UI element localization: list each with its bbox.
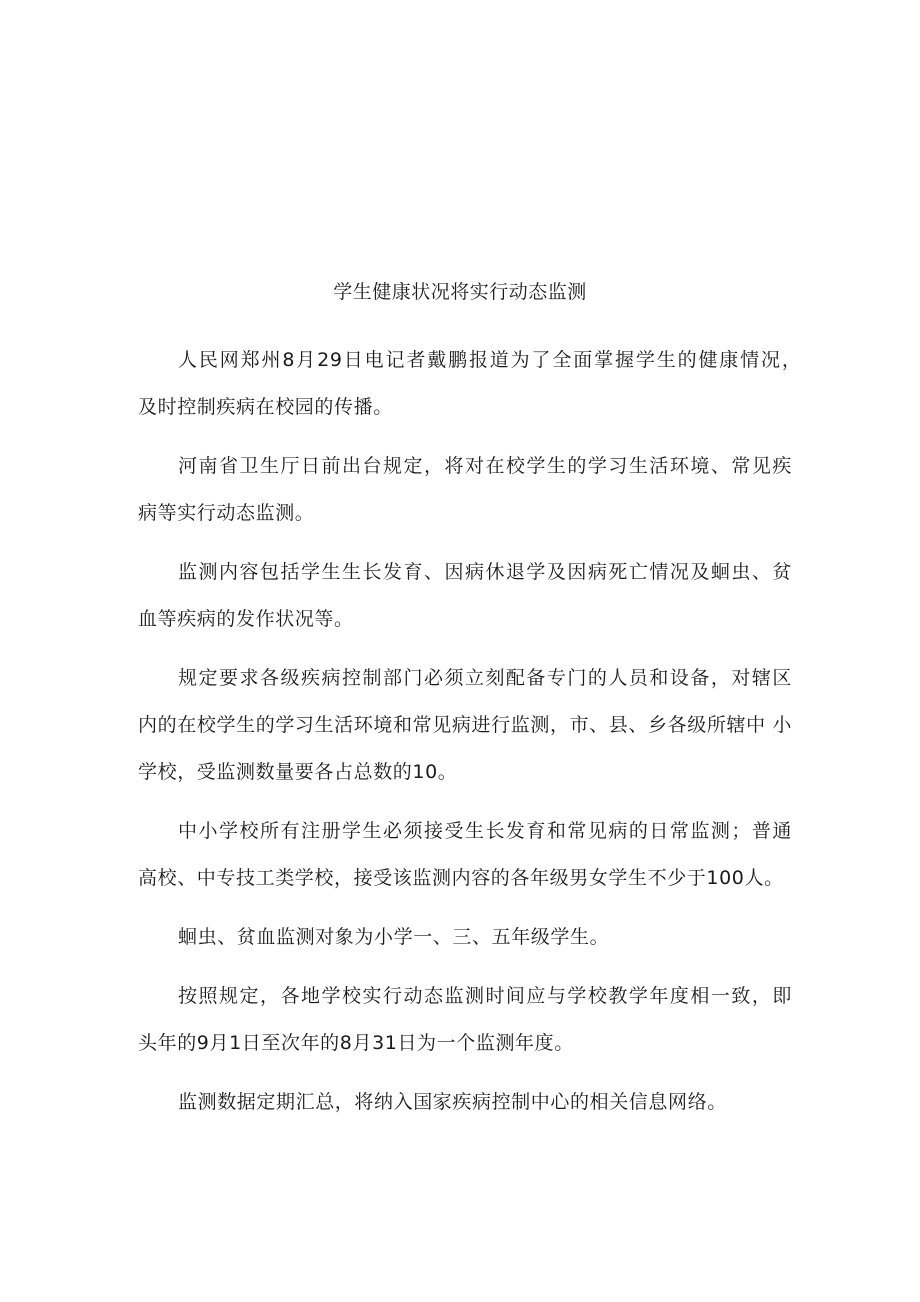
paragraph-6: 蛔虫、贫血监测对象为小学一、三、五年级学生。 bbox=[178, 926, 610, 948]
paragraph-5: 中小学校所有注册学生必须接受生长发育和常见病的日常监测；普通 高校、中专技工类学校，接受该监测内容的各年级男女学生不少于100人。 bbox=[138, 820, 792, 889]
paragraph-7: 按照规定，各地学校实行动态监测时间应与学校教学年度相一致，即 头年的9月1日至次年的8月31日为一个监测年度。 bbox=[138, 985, 792, 1054]
document-title: 学生健康状况将实行动态监测 bbox=[333, 281, 587, 303]
document-body bbox=[138, 337, 812, 1138]
paragraph-8: 监测数据定期汇总，将纳入国家疾病控制中心的相关信息网络。 bbox=[178, 1091, 727, 1113]
paragraph-2: 河南省卫生厅日前出台规定，将对在校学生的学习生活环境、常见疾 病等实行动态监测。 bbox=[138, 455, 792, 524]
paragraph-3: 监测内容包括学生生长发育、因病休退学及因病死亡情况及蛔虫、贫 血等疾病的发作状况等。 bbox=[138, 561, 792, 630]
paragraph-4: 规定要求各级疾病控制部门必须立刻配备专门的人员和设备，对辖区 内的在校学生的学习生活环境和常见病进行监测，市、县、乡各级所辖中 小学校，受监测数量要各占总数的10。 bbox=[138, 667, 792, 783]
paragraph-1: 人民网郑州8月29日电记者戴鹏报道为了全面掌握学生的健康情况， 及时控制疾病在校园的传播。 bbox=[138, 349, 812, 418]
